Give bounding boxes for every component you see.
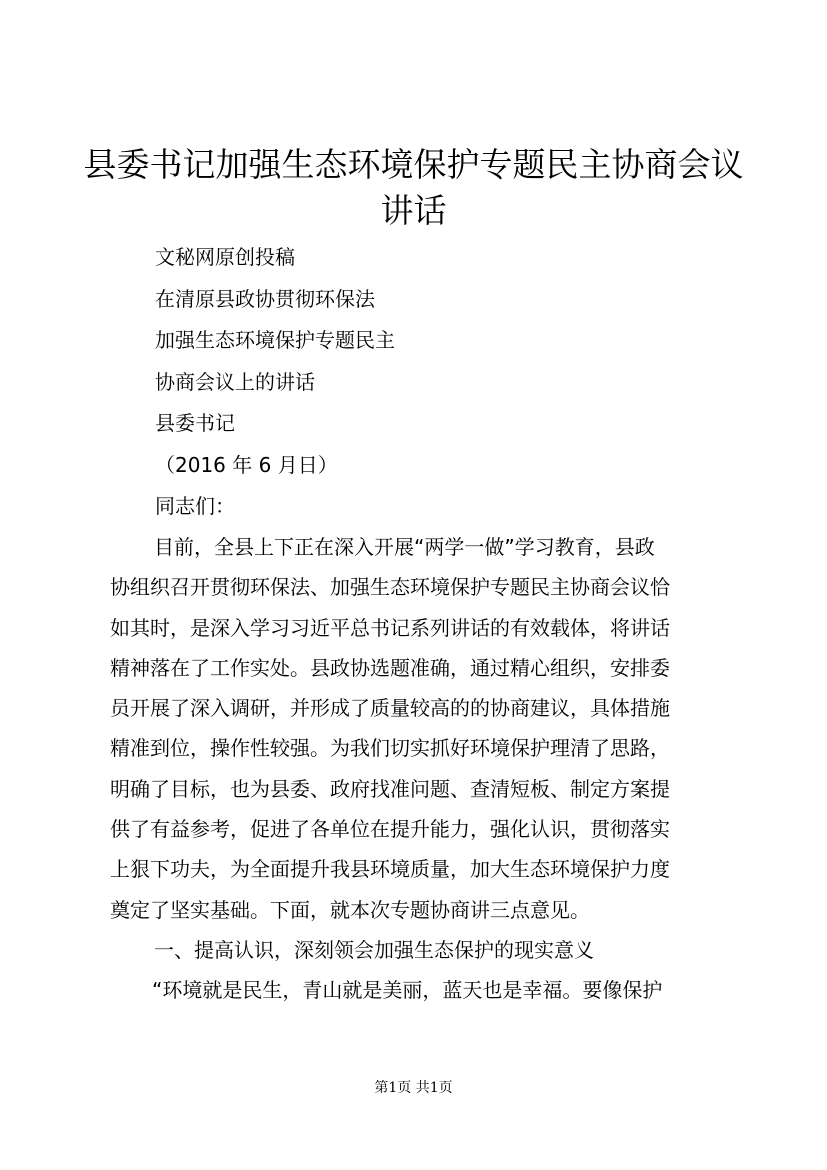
body-line: 明确了目标，也为县委、政府找准问题、查清短板、制定方案提 bbox=[110, 776, 670, 801]
document-header-block bbox=[155, 242, 395, 533]
body-line: “环境就是民生，青山就是美丽，蓝天也是幸福。要像保护 bbox=[152, 978, 663, 1003]
salutation-line: 同志们： bbox=[155, 494, 235, 518]
document-title bbox=[80, 142, 747, 234]
title-line: 讲话 bbox=[380, 191, 447, 230]
page-footer: 第1页 共1页 bbox=[374, 1080, 453, 1096]
section-heading: 一、提高认识，深刻领会加强生态保护的现实意义 bbox=[154, 937, 594, 962]
header-line: 加强生态环境保护专题民主 bbox=[155, 328, 395, 352]
body-line: 精准到位，操作性较强。为我们切实抓好环境保护理清了思路， bbox=[110, 736, 670, 761]
source-line: 文秘网原创投稿 bbox=[155, 245, 295, 269]
speaker-line: 县委书记 bbox=[155, 411, 235, 435]
header-line: 协商会议上的讲话 bbox=[155, 369, 315, 394]
body-line: 上狠下功夫，为全面提升我县环境质量，加大生态环境保护力度 bbox=[110, 857, 670, 882]
body-line: 协组织召开贯彻环保法、加强生态环境保护专题民主协商会议恰 bbox=[110, 575, 670, 600]
date-line: （2016 年 6 月日） bbox=[155, 452, 338, 477]
body-line: 如其时，是深入学习习近平总书记系列讲话的有效载体，将讲话 bbox=[110, 615, 670, 640]
body-line: 目前，全县上下正在深入开展“两学一做”学习教育，县政 bbox=[154, 535, 655, 559]
body-line: 奠定了坚实基础。下面，就本次专题协商讲三点意见。 bbox=[110, 897, 590, 922]
header-line: 在清原县政协贯彻环保法 bbox=[155, 286, 375, 311]
body-line: 精神落在了工作实处。县政协选题准确，通过精心组织，安排委 bbox=[110, 655, 670, 680]
body-line: 供了有益参考，促进了各单位在提升能力，强化认识，贯彻落实 bbox=[110, 817, 670, 842]
body-line: 员开展了深入调研，并形成了质量较高的的协商建议，具体措施 bbox=[110, 696, 670, 721]
title-line: 县委书记加强生态环境保护专题民主协商会议 bbox=[83, 145, 744, 184]
document-body bbox=[110, 531, 737, 1015]
